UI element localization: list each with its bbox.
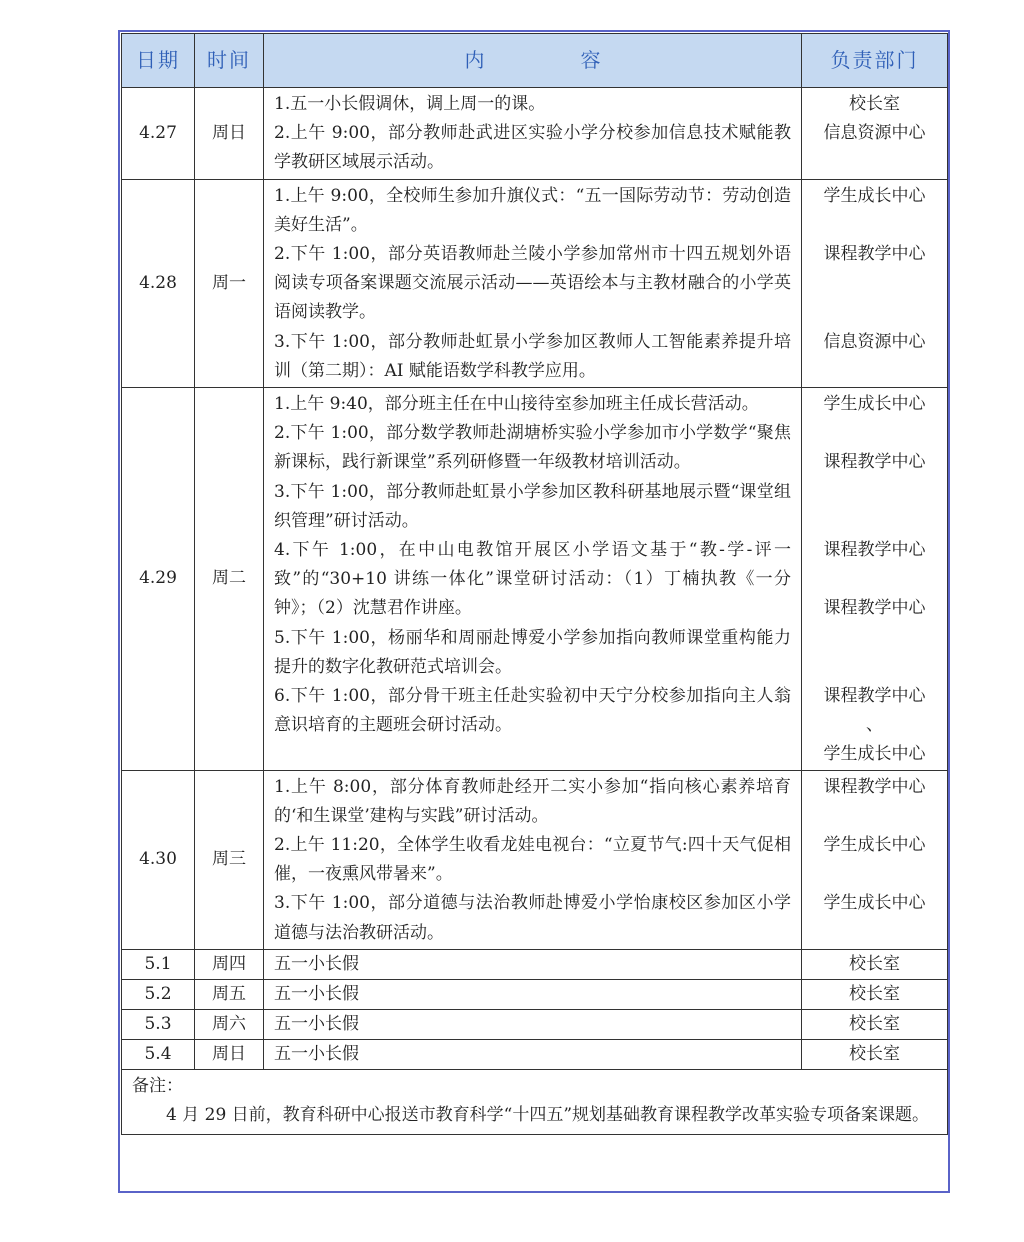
dept-separator: 、 — [866, 715, 883, 736]
content-item: 1.五一小长假调休，调上周一的课。 — [274, 94, 546, 114]
day-cell: 周五 — [195, 979, 264, 1009]
content-item: 5.下午 1:00，杨丽华和周丽赴博爱小学参加指向教师课堂重构能力提升的数字化教研范式培训会。 — [274, 627, 791, 677]
dept-cell — [802, 770, 948, 949]
date-cell: 4.27 — [122, 88, 195, 180]
content-cell: 五一小长假 — [264, 1039, 802, 1069]
dept-name: 课程教学中心 — [823, 452, 926, 473]
content-item: 1.上午 9:40，部分班主任在中山接待室参加班主任成长营活动。 — [274, 394, 759, 415]
dept-cell — [802, 88, 948, 180]
dept-name: 信息资源中心 — [823, 331, 926, 352]
dept-cell — [802, 179, 948, 387]
table-row — [122, 179, 948, 387]
header-content-left: 内 — [464, 47, 485, 72]
note-row — [122, 1069, 948, 1134]
content-item: 3.下午 1:00，部分教师赴虹景小学参加区教师人工智能素养提升培训（第二期）：AI 赋能语数学科教学应用。 — [274, 331, 791, 381]
content-cell: 五一小长假 — [264, 979, 802, 1009]
content-cell — [264, 388, 802, 771]
table-row — [122, 88, 948, 180]
header-dept: 负责部门 — [802, 34, 948, 88]
table-row — [122, 979, 948, 1009]
content-cell: 五一小长假 — [264, 949, 802, 979]
content-item: 2.上午 11:20，全体学生收看龙娃电视台：“立夏节气:四十天气促相催，一夜熏风带暑来”。 — [274, 834, 791, 885]
header-date: 日期 — [122, 34, 195, 88]
dept-name: 课程教学中心 — [823, 244, 926, 264]
day-cell: 周六 — [195, 1009, 264, 1039]
dept-name: 课程教学中心 — [823, 776, 926, 797]
dept-name: 信息资源中心 — [823, 123, 926, 144]
content-item: 2.下午 1:00，部分英语教师赴兰陵小学参加常州市十四五规划外语阅读专项备案课题交流展示活动——英语绘本与主教材融合的小学英语阅读教学。 — [274, 244, 791, 323]
content-item: 1.上午 8:00，部分体育教师赴经开二实小参加“指向核心素养培育的‘和生课堂’建构与实践”研讨活动。 — [274, 776, 791, 826]
content-cell — [264, 770, 802, 949]
date-cell: 4.29 — [122, 388, 195, 771]
table-row — [122, 1039, 948, 1069]
dept-cell — [802, 388, 948, 771]
dept-name: 校长室 — [849, 94, 900, 114]
dept-name: 课程教学中心 — [823, 540, 926, 560]
table-row — [122, 1009, 948, 1039]
day-cell: 周三 — [195, 770, 264, 949]
note-text: 4 月 29 日前，教育科研中心报送市教育科学“十四五”规划基础教育课程教学改革实验专项备案课题。 — [166, 1105, 930, 1125]
date-cell: 5.1 — [122, 949, 195, 979]
content-item: 4.下午 1:00，在中山电教馆开展区小学语文基于“教-学-评一致”的“30+10 讲练一体化”课堂研讨活动：（1）丁楠执教《一分钟》；（2）沈慧君作讲座。 — [274, 540, 791, 619]
day-cell: 周二 — [195, 388, 264, 771]
table-row — [122, 388, 948, 771]
date-cell: 5.3 — [122, 1009, 195, 1039]
dept-name: 学生成长中心 — [823, 185, 926, 206]
date-cell: 5.4 — [122, 1039, 195, 1069]
day-cell: 周一 — [195, 179, 264, 387]
content-cell: 五一小长假 — [264, 1009, 802, 1039]
content-item: 2.下午 1:00，部分数学教师赴湖塘桥实验小学参加市小学数学“聚焦新课标，践行新课堂”系列研修暨一年级教材培训活动。 — [274, 423, 791, 473]
content-item: 6.下午 1:00，部分骨干班主任赴实验初中天宁分校参加指向主人翁意识培育的主题班会研讨活动。 — [274, 686, 791, 736]
note-cell — [122, 1069, 948, 1134]
content-item: 1.上午 9:00，全校师生参加升旗仪式：“五一国际劳动节：劳动创造美好生活”。 — [274, 185, 791, 235]
content-item: 3.下午 1:00，部分教师赴虹景小学参加区教科研基地展示暨“课堂组织管理”研讨活动。 — [274, 481, 791, 531]
content-item: 3.下午 1:00，部分道德与法治教师赴博爱小学怡康校区参加区小学道德与法治教研活动。 — [274, 893, 791, 943]
date-cell: 4.28 — [122, 179, 195, 387]
date-cell: 5.2 — [122, 979, 195, 1009]
dept-name: 学生成长中心 — [823, 893, 926, 914]
day-cell: 周日 — [195, 1039, 264, 1069]
date-cell: 4.30 — [122, 770, 195, 949]
content-cell — [264, 88, 802, 180]
dept-cell: 校长室 — [802, 1039, 948, 1069]
table-row — [122, 770, 948, 949]
dept-cell: 校长室 — [802, 979, 948, 1009]
dept-cell: 校长室 — [802, 1009, 948, 1039]
header-row — [122, 34, 948, 88]
dept-name: 课程教学中心 — [823, 685, 926, 706]
header-content — [264, 34, 802, 88]
schedule-table — [121, 33, 948, 1135]
table-row — [122, 949, 948, 979]
dept-name: 学生成长中心 — [823, 394, 926, 415]
dept-name: 学生成长中心 — [823, 744, 926, 765]
day-cell: 周四 — [195, 949, 264, 979]
day-cell: 周日 — [195, 88, 264, 180]
dept-name: 课程教学中心 — [823, 598, 926, 619]
dept-cell: 校长室 — [802, 949, 948, 979]
header-content-right: 容 — [580, 47, 601, 72]
note-label: 备注： — [132, 1075, 183, 1096]
header-time: 时间 — [195, 34, 264, 88]
content-cell — [264, 179, 802, 387]
content-item: 2.上午 9:00，部分教师赴武进区实验小学分校参加信息技术赋能教学教研区域展示活动。 — [274, 123, 791, 173]
dept-name: 学生成长中心 — [823, 834, 926, 855]
